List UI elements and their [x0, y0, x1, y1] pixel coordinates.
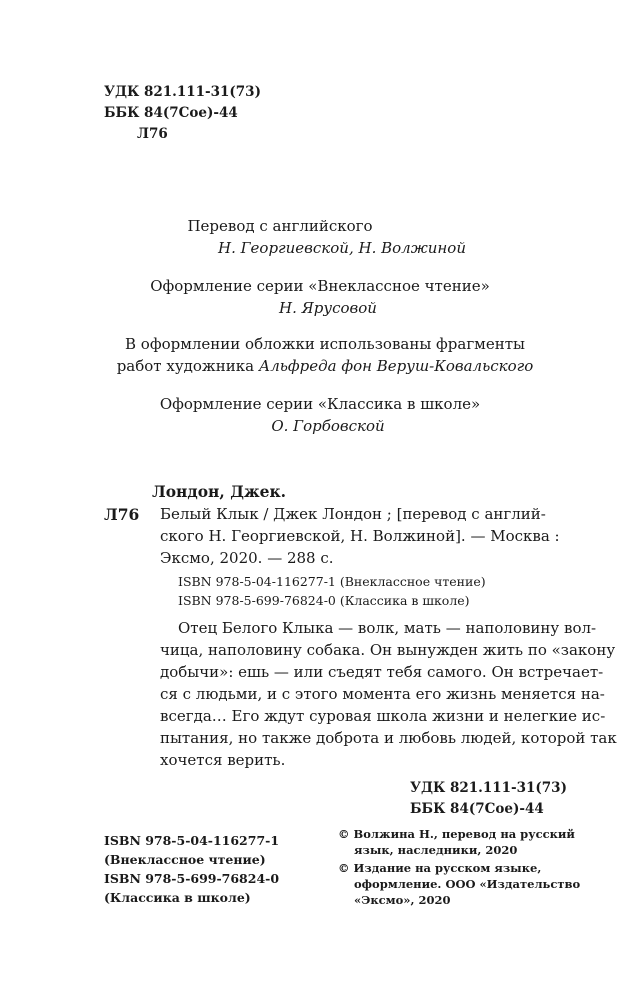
copyright2-line2: оформление. ООО «Издательство — [354, 877, 581, 891]
copyright1-line2: язык, наследники, 2020 — [354, 843, 518, 857]
annotation-line3: добычи»: ешь — или съедят тебя самого. Он встречает- — [160, 663, 604, 681]
entry-isbn1: ISBN 978-5-04-116277-1 (Внеклассное чтение) — [178, 574, 486, 589]
entry-bbk: ББК 84(7Сое)-44 — [410, 801, 544, 817]
cover-line2-prefix: работ художника — [116, 357, 255, 375]
udk-code: УДК 821.111-31(73) — [104, 84, 261, 100]
annotation-line5: всегда… Его ждут суровая школа жизни и нелегкие ис- — [160, 707, 606, 725]
annotation-line6: пытания, но также доброта и любовь людей, которой так — [160, 729, 617, 747]
series1-designer: Н. Ярусовой — [279, 299, 377, 317]
translators: Н. Георгиевской, Н. Волжиной — [218, 239, 466, 257]
series2-label: Оформление серии «Классика в школе» — [159, 395, 481, 413]
footer-isbn2: ISBN 978-5-699-76824-0 — [104, 871, 280, 886]
bbk-code: ББК 84(7Сое)-44 — [104, 105, 238, 121]
entry-author: Лондон, Джек. — [152, 482, 287, 501]
copyright2-line1: © Издание на русском языке, — [338, 861, 542, 875]
annotation-line7: хочется верить. — [160, 751, 286, 769]
author-mark: Л76 — [137, 126, 168, 142]
copyright2-line3: «Эксмо», 2020 — [354, 893, 451, 907]
footer-isbn1-series: (Внеклассное чтение) — [104, 852, 266, 867]
annotation-line2: чица, наполовину собака. Он вынужден жить по «закону — [160, 641, 616, 659]
translation-label: Перевод с английского — [187, 217, 373, 235]
copyright1-line1: © Волжина Н., перевод на русский — [338, 827, 575, 841]
annotation-line4: ся с людьми, и с этого момента его жизнь меняется на- — [160, 685, 605, 703]
entry-isbn2: ISBN 978-5-699-76824-0 (Классика в школе) — [178, 593, 470, 608]
entry-line2: ского Н. Георгиевской, Н. Волжиной]. — Москва : — [160, 527, 560, 545]
cover-artist: Альфреда фон Веруш-Ковальского — [258, 357, 534, 375]
cover-line2 — [105, 355, 545, 377]
footer-isbn2-series: (Классика в школе) — [104, 890, 251, 905]
entry-line1: Белый Клык / Джек Лондон ; [перевод с англий- — [160, 505, 546, 523]
annotation-line1: Отец Белого Клыка — волк, мать — наполовину вол- — [178, 619, 597, 637]
series1-label: Оформление серии «Внеклассное чтение» — [150, 277, 490, 295]
entry-udk: УДК 821.111-31(73) — [410, 780, 567, 796]
series2-designer: О. Горбовской — [271, 417, 385, 435]
entry-line3: Эксмо, 2020. — 288 с. — [160, 549, 334, 567]
cover-line1: В оформлении обложки использованы фрагменты — [125, 335, 525, 353]
footer-isbn1: ISBN 978-5-04-116277-1 — [104, 833, 280, 848]
entry-mark: Л76 — [104, 505, 140, 524]
